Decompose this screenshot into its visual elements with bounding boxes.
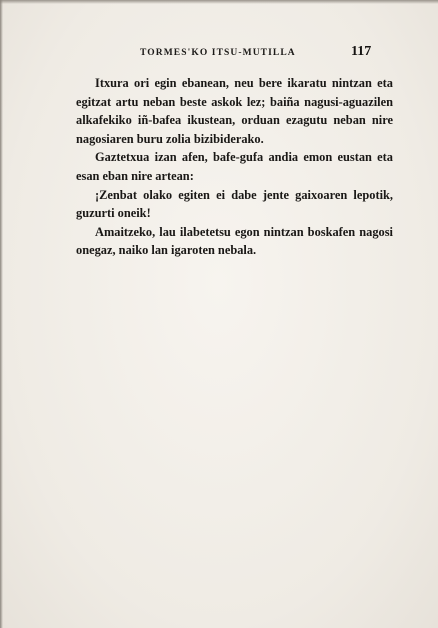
paragraph-2: [57, 148, 393, 185]
text-line: Amaitzeko, lau ilabetetsu egon nintzan boskafen nagosi: [95, 224, 393, 239]
text-line: egitzat artu neban beste askok lez; baiña nagusi-aguazilen: [76, 94, 393, 109]
text-line: onegaz, naiko lan igaroten nebala.: [76, 243, 257, 258]
page-edge-left: [0, 0, 3, 628]
text-line: esan eban nire artean:: [76, 168, 194, 183]
running-header-title: TORMES'KO ITSU-MUTILLA: [140, 48, 296, 58]
text-line: Itxura ori egin ebanean, neu bere ikaratu nintzan eta: [95, 76, 393, 90]
paragraph-3: [57, 186, 393, 223]
page-number: 117: [351, 44, 372, 59]
text-line: alkafekiko iñ-bafea ikustean, orduan ezagutu neban nire: [76, 113, 393, 128]
page-edge-top: [0, 0, 438, 4]
text-line: nagosiaren buru zolia bizibiderako.: [76, 131, 264, 146]
paragraph-4: [57, 223, 393, 260]
paragraph-1: [57, 74, 393, 148]
body-text: [57, 74, 393, 260]
text-line: ¡Zenbat olako egiten ei dabe jente gaixoaren lepotik,: [95, 187, 393, 202]
text-line: guzurti oneik!: [76, 206, 151, 221]
text-line: Gaztetxua izan afen, bafe-gufa andia emon eustan eta: [95, 150, 393, 165]
